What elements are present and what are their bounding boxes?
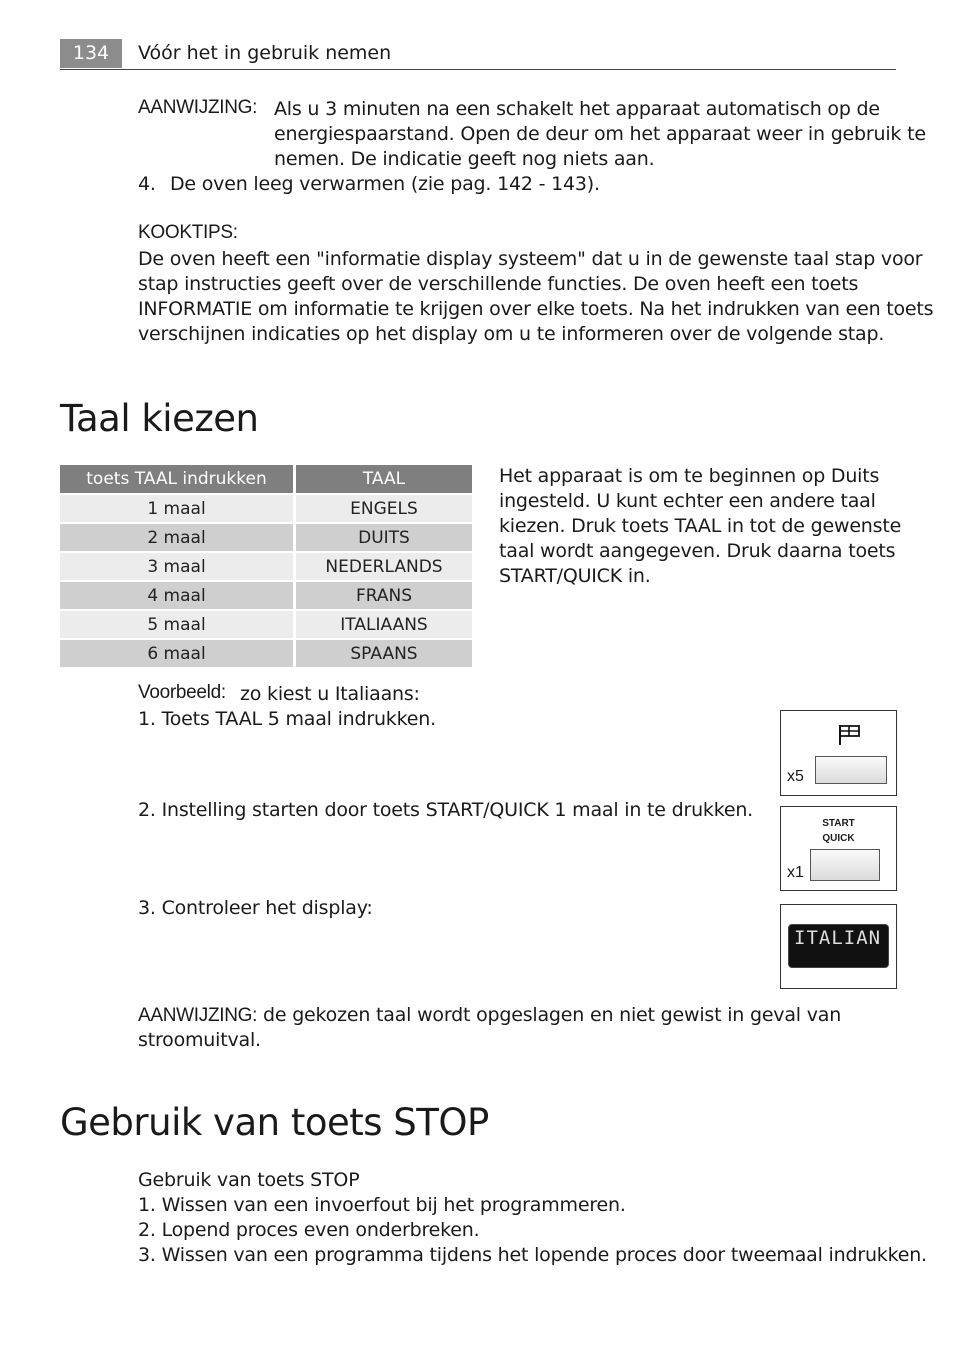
page-number: 134 (60, 39, 122, 68)
note-line: energiespaarstand. Open de deur om het apparaat weer in gebruik te (274, 123, 926, 145)
page-header (60, 39, 896, 70)
intro-line: ingesteld. U kunt echter een andere taal (499, 490, 876, 512)
lcd-text: ITALIAN (794, 927, 882, 949)
kooktips-label: KOOKTIPS: (138, 222, 238, 243)
table-cell: 4 maal (60, 580, 296, 609)
note2-text: de gekozen taal wordt opgeslagen en niet gewist in geval van (263, 1004, 842, 1026)
kooktips-text (138, 247, 933, 347)
table-header-row (60, 465, 472, 493)
flag-icon (838, 724, 862, 746)
column-header: toets TAAL indrukken (60, 465, 296, 493)
table-cell: ITALIAANS (296, 609, 472, 638)
display-panel (780, 904, 897, 989)
intro-line: kiezen. Druk toets TAAL in tot de gewenste (499, 515, 902, 537)
stop-list (138, 1168, 927, 1268)
step-text: De oven leeg verwarmen (zie pag. 142 - 143). (170, 173, 600, 195)
intro-text (499, 464, 901, 589)
table-cell: 6 maal (60, 638, 296, 667)
table-row (60, 638, 472, 667)
section-title-taal-kiezen: Taal kiezen (60, 397, 259, 440)
table-cell: SPAANS (296, 638, 472, 667)
language-table (60, 465, 472, 667)
note-label: AANWIJZING: (138, 97, 258, 118)
list-item: 2. Lopend proces even onderbreken. (138, 1219, 480, 1241)
table-row (60, 609, 472, 638)
multiplier-label: x5 (787, 768, 804, 785)
table-cell: FRANS (296, 580, 472, 609)
example-step: 1. Toets TAAL 5 maal indrukken. (138, 708, 436, 730)
quick-label: QUICK (822, 833, 855, 844)
language-key-panel (780, 710, 897, 796)
example-step: 3. Controleer het display: (138, 897, 373, 919)
start-label: START (822, 818, 855, 829)
table-cell: 3 maal (60, 551, 296, 580)
table-cell: NEDERLANDS (296, 551, 472, 580)
stop-intro: Gebruik van toets STOP (138, 1169, 360, 1191)
list-item: 1. Wissen van een invoerfout bij het programmeren. (138, 1194, 626, 1216)
example-text: zo kiest u Italiaans: (240, 683, 420, 705)
kooktips-line: stap instructies geeft over de verschillende functies. De oven heeft een toets (138, 273, 859, 295)
table-row (60, 580, 472, 609)
intro-line: taal wordt aangegeven. Druk daarna toets (499, 540, 896, 562)
table-cell: ENGELS (296, 493, 472, 522)
kooktips-line: INFORMATIE om informatie te krijgen over elke toets. Na het indrukken van een toets (138, 298, 934, 320)
header-title: Vóór het in gebruik nemen (138, 42, 392, 64)
step-number: 4. (138, 173, 156, 195)
note2 (138, 1003, 858, 1053)
multiplier-label: x1 (787, 864, 804, 881)
kooktips-line: De oven heeft een "informatie display systeem" dat u in de gewenste taal stap voor (138, 248, 923, 270)
table-row (60, 522, 472, 551)
start-quick-button[interactable] (810, 849, 880, 881)
table-cell: 5 maal (60, 609, 296, 638)
example-label: Voorbeeld: (138, 682, 226, 703)
start-key-panel (780, 806, 897, 891)
language-key-button[interactable] (815, 756, 887, 784)
intro-line: Het apparaat is om te beginnen op Duits (499, 465, 880, 487)
table-row (60, 493, 472, 522)
kooktips-line: verschijnen indicaties op het display om u te informeren over de volgende stap. (138, 323, 885, 345)
table-cell: 1 maal (60, 493, 296, 522)
lcd-display (788, 924, 889, 968)
note-line: Als u 3 minuten na een schakelt het apparaat automatisch op de (274, 98, 880, 120)
note2-label: AANWIJZING: (138, 1005, 258, 1026)
example-step: 2. Instelling starten door toets START/QUICK 1 maal in te drukken. (138, 799, 754, 821)
table-cell: 2 maal (60, 522, 296, 551)
table-row (60, 551, 472, 580)
note-text (274, 97, 926, 172)
column-header: TAAL (296, 465, 472, 493)
section-title-stop: Gebruik van toets STOP (60, 1101, 489, 1144)
note-line: nemen. De indicatie geeft nog niets aan. (274, 148, 655, 170)
intro-line: START/QUICK in. (499, 565, 651, 587)
table-cell: DUITS (296, 522, 472, 551)
note2-text-cont: stroomuitval. (138, 1029, 261, 1051)
list-item: 3. Wissen van een programma tijdens het lopende proces door tweemaal indrukken. (138, 1244, 927, 1266)
